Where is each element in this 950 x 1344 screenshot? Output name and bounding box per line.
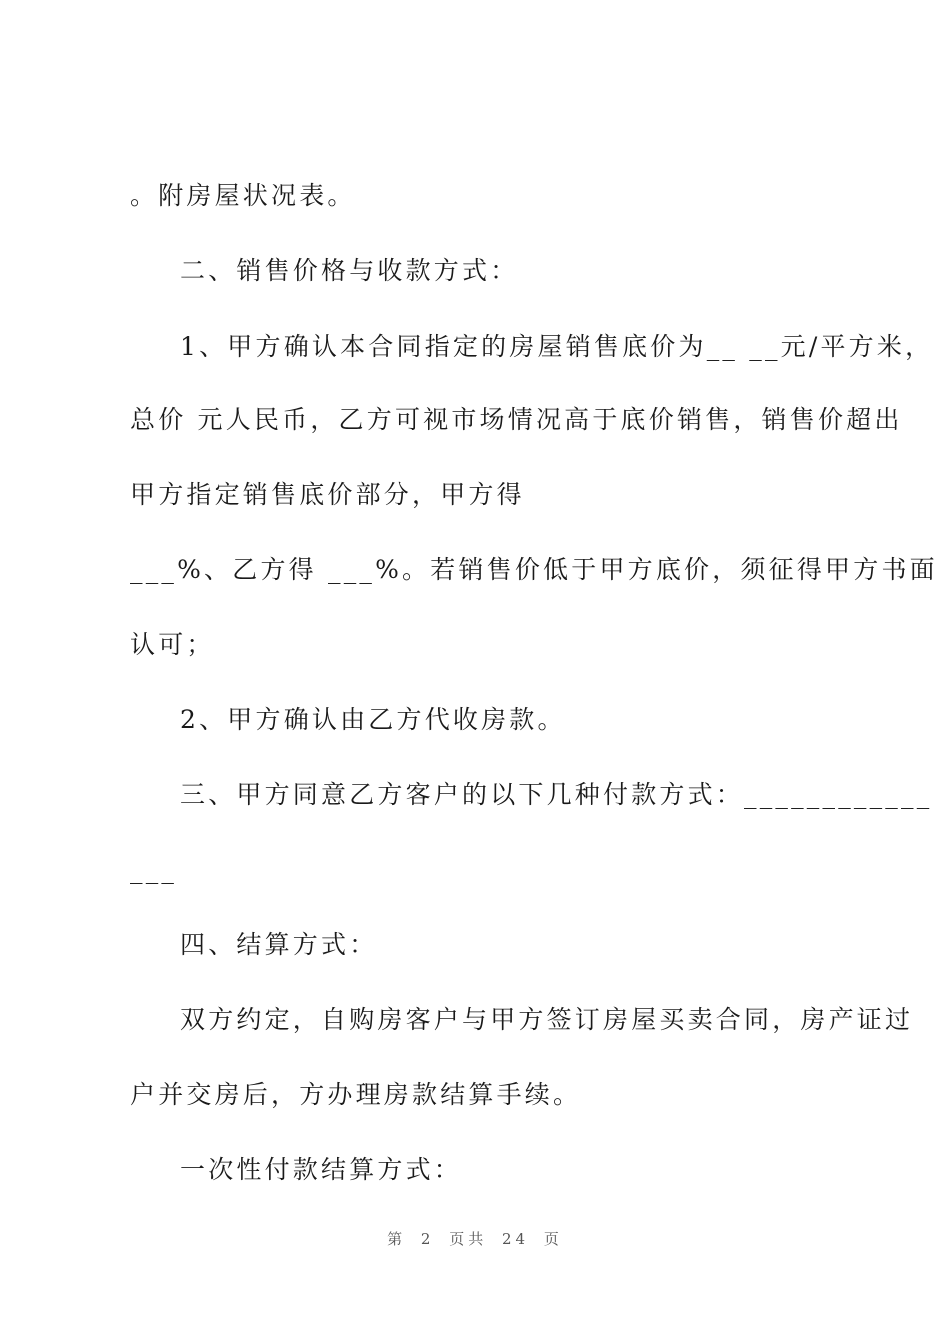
page-number-footer: 第 2 页共 24 页 — [387, 1230, 563, 1248]
text-line: 1、甲方确认本合同指定的房屋销售底价为__ __元/平方米， — [180, 332, 934, 361]
section-heading: 四、结算方式： — [180, 930, 378, 959]
text-line: 认可； — [130, 630, 215, 659]
text-line: ___%、乙方得 ___%。若销售价低于甲方底价，须征得甲方书面 — [130, 555, 938, 584]
text-line: ___ — [130, 855, 178, 884]
text-line: 户并交房后，方办理房款结算手续。 — [130, 1080, 582, 1109]
text-line: 。附房屋状况表。 — [130, 181, 356, 210]
text-line: 总价 元人民币，乙方可视市场情况高于底价销售，销售价超出 — [130, 405, 903, 434]
text-line: 一次性付款结算方式： — [180, 1155, 463, 1184]
text-line: 双方约定，自购房客户与甲方签订房屋买卖合同，房产证过 — [180, 1005, 914, 1034]
section-heading: 三、甲方同意乙方客户的以下几种付款方式：____________ — [180, 780, 933, 809]
text-line: 2、甲方确认由乙方代收房款。 — [180, 705, 566, 734]
text-line: 甲方指定销售底价部分，甲方得 — [130, 480, 525, 509]
section-heading: 二、销售价格与收款方式： — [180, 256, 519, 285]
